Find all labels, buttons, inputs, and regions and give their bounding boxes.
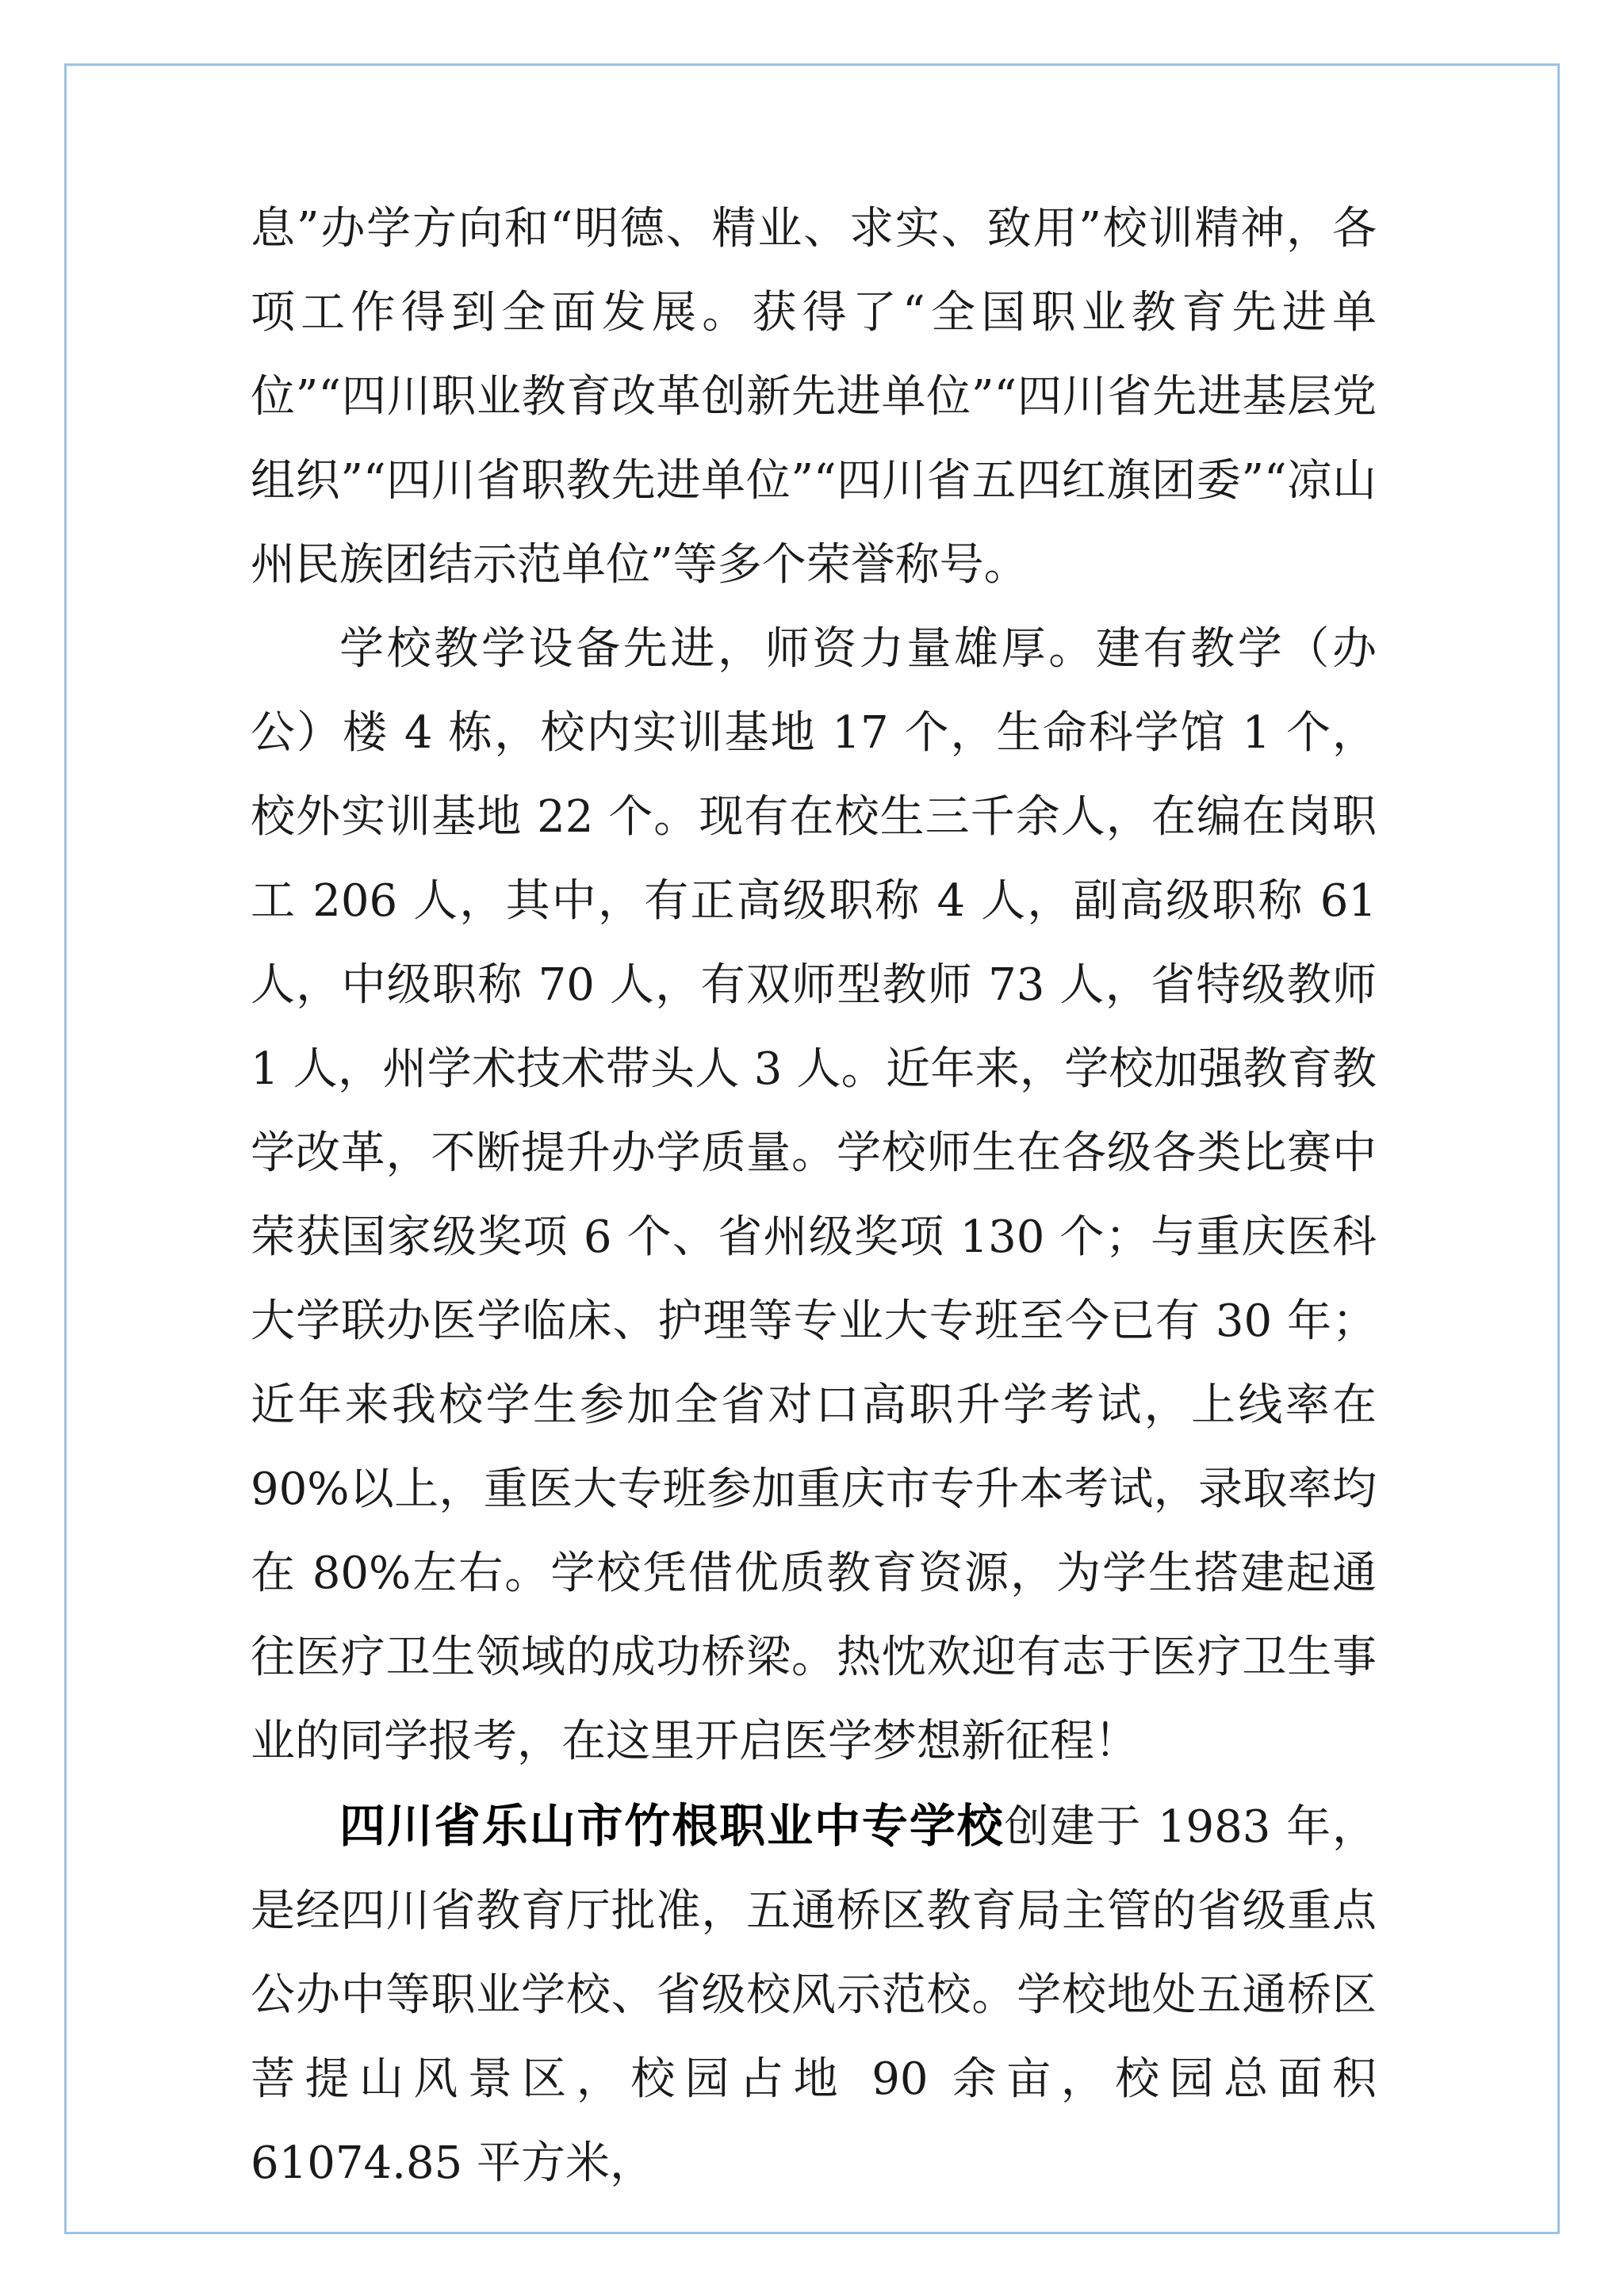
paragraph-zhugen-school: [251, 1784, 1377, 2206]
paragraph-honors: 息”办学方向和“明德、精业、求实、致用”校训精神，各项工作得到全面发展。获得了“全国职业教育先进单位”“四川职业教育改革创新先进单位”“四川省先进基层党组织”“四川省职教先进单位”“四川省五四红旗团委”“凉山州民族团结示范单位”等多个荣誉称号。: [251, 203, 1377, 591]
document-body: [251, 187, 1377, 2206]
paragraph-zhugen-text: 创建于 1983 年，是经四川省教育厅批准，五通桥区教育局主管的省级重点公办中等职业学校、省级校风示范校。学校地处五通桥区菩提山风景区，校园占地 90 余亩，校园总面积 61074.85 平方米，: [251, 1801, 1377, 2189]
paragraph-facilities: 学校教学设备先进，师资力量雄厚。建有教学（办公）楼 4 栋，校内实训基地 17 个，生命科学馆 1 个，校外实训基地 22 个。现有在校生三千余人，在编在岗职工 206 人，其中，有正高级职称 4 人，副高级职称 61 人，中级职称 70 人，有双师型教师 73 人，省特级教师 1 人，州学术技术带头人 3 人。近年来，学校加强教育教学改革，不断提升办学质量。学校师生在各级各类比赛中荣获国家级奖项 6 个、省州级奖项 130 个；与重庆医科大学联办医学临床、护理等专业大专班至今已有 30 年；近年来我校学生参加全省对口高职升学考试，上线率在 90%以上，重医大专班参加重庆市专升本考试，录取率均在 80%左右。学校凭借优质教育资源，为学生搭建起通往医疗卫生领域的成功桥梁。热忱欢迎有志于医疗卫生事业的同学报考，在这里开启医学梦想新征程！: [251, 623, 1377, 1767]
school-name-heading: 四川省乐山市竹根职业中专学校: [339, 1799, 1005, 1853]
